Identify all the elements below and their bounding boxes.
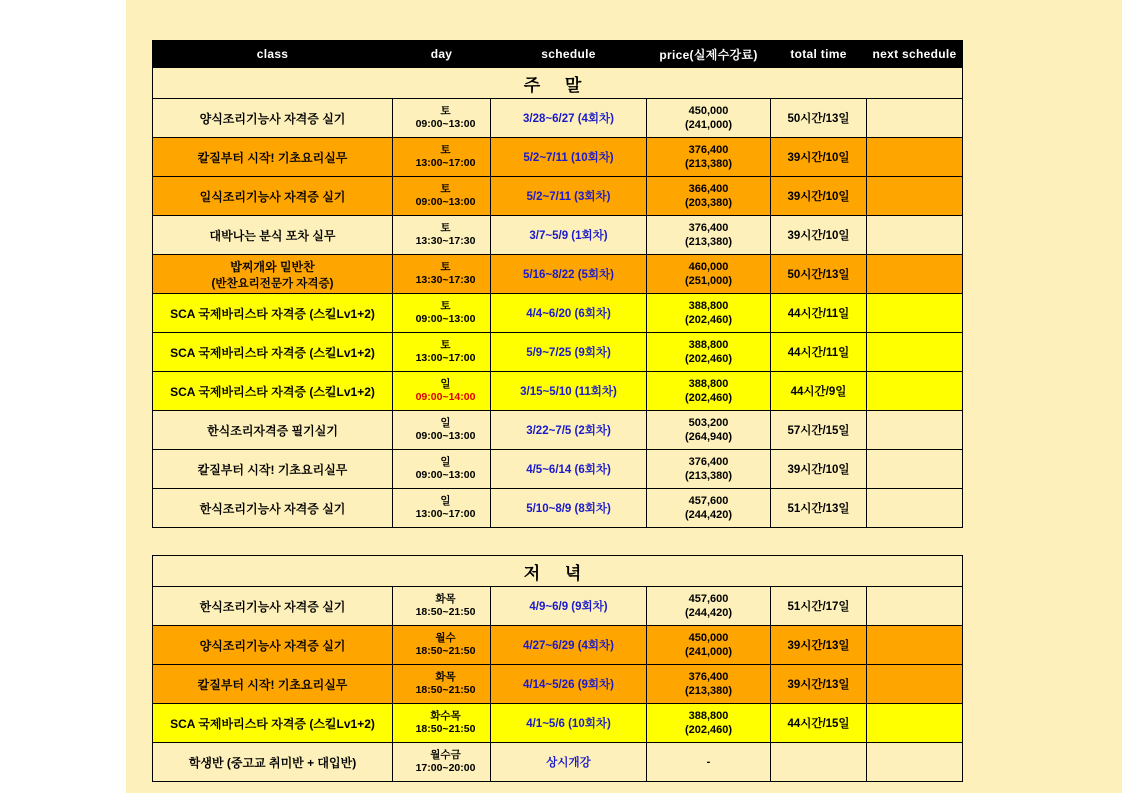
evening-schedule-table	[152, 555, 963, 782]
cell-schedule: 4/14~5/26 (9회차)	[491, 665, 647, 704]
cell-next-schedule	[867, 626, 963, 665]
cell-price	[647, 294, 771, 333]
price-actual-value: (202,460)	[684, 353, 733, 365]
cell-day	[393, 587, 491, 626]
cell-price	[647, 333, 771, 372]
cell-total-time: 50시간/13일	[771, 99, 867, 138]
cell-class-name	[153, 704, 393, 743]
column-header-price: price(실제수강료)	[647, 41, 771, 68]
cell-total-time: 39시간/10일	[771, 216, 867, 255]
table-row[interactable]	[153, 587, 963, 626]
cell-price	[647, 665, 771, 704]
table-row[interactable]	[153, 704, 963, 743]
price-value: 376,400	[688, 455, 729, 468]
evening-table-body	[153, 556, 963, 782]
cell-schedule: 5/10~8/9 (8회차)	[491, 489, 647, 528]
class-name-text: SCA 국제바리스타 자격증 (스킬Lv1+2)	[170, 306, 375, 321]
cell-total-time: 51시간/13일	[771, 489, 867, 528]
section-title-row	[153, 68, 963, 99]
cell-class-name	[153, 255, 393, 294]
cell-total-time: 57시간/15일	[771, 411, 867, 450]
cell-total-time: 39시간/13일	[771, 626, 867, 665]
cell-price	[647, 704, 771, 743]
cell-next-schedule	[867, 587, 963, 626]
cell-class-name	[153, 138, 393, 177]
cell-next-schedule	[867, 177, 963, 216]
column-header-day: day	[393, 41, 491, 68]
price-value: -	[706, 755, 711, 768]
price-actual-value: (213,380)	[684, 470, 733, 482]
cell-price	[647, 372, 771, 411]
price-value: 366,400	[688, 182, 729, 195]
column-header-next-schedule: next schedule	[867, 41, 963, 68]
cell-next-schedule	[867, 333, 963, 372]
price-actual-value: (244,420)	[684, 509, 733, 521]
day-time-range: 09:00~13:00	[415, 118, 476, 130]
cell-schedule: 5/9~7/25 (9회차)	[491, 333, 647, 372]
day-of-week: 화목	[435, 670, 456, 683]
cell-price	[647, 626, 771, 665]
cell-day	[393, 411, 491, 450]
price-value: 376,400	[688, 670, 729, 683]
class-name-text: 칼질부터 시작! 기초요리실무	[197, 150, 348, 165]
cell-total-time: 44시간/15일	[771, 704, 867, 743]
cell-next-schedule	[867, 294, 963, 333]
column-header-total-time: total time	[771, 41, 867, 68]
cell-day	[393, 99, 491, 138]
price-actual-value: (202,460)	[684, 392, 733, 404]
price-value: 457,600	[688, 592, 729, 605]
cell-day	[393, 216, 491, 255]
cell-day	[393, 450, 491, 489]
cell-schedule: 5/2~7/11 (3회차)	[491, 177, 647, 216]
cell-next-schedule	[867, 99, 963, 138]
cell-class-name	[153, 177, 393, 216]
price-actual-value: (251,000)	[684, 275, 733, 287]
class-name-text: 한식조리기능사 자격증 실기	[199, 501, 346, 516]
cell-schedule: 4/9~6/9 (9회차)	[491, 587, 647, 626]
price-actual-value: (264,940)	[684, 431, 733, 443]
class-name-text: 한식조리자격증 필기실기	[207, 423, 338, 438]
class-name-text: 양식조리기능사 자격증 실기	[199, 111, 346, 126]
cell-schedule: 4/1~5/6 (10회차)	[491, 704, 647, 743]
day-time-range: 18:50~21:50	[415, 645, 476, 657]
table-row[interactable]	[153, 138, 963, 177]
price-value: 388,800	[688, 377, 729, 390]
cell-next-schedule	[867, 138, 963, 177]
table-row[interactable]	[153, 489, 963, 528]
section-title: 저 녁	[153, 556, 963, 587]
schedule-page	[126, 0, 1122, 793]
price-actual-value: (241,000)	[684, 119, 733, 131]
class-name-text: 칼질부터 시작! 기초요리실무	[197, 462, 348, 477]
cell-total-time: 50시간/13일	[771, 255, 867, 294]
cell-day	[393, 177, 491, 216]
cell-price	[647, 489, 771, 528]
day-of-week: 토	[440, 182, 451, 195]
price-value: 376,400	[688, 221, 729, 234]
day-time-range: 13:30~17:30	[415, 274, 476, 286]
price-value: 450,000	[688, 104, 729, 117]
day-of-week: 토	[440, 104, 451, 117]
cell-day	[393, 665, 491, 704]
day-time-range: 09:00~14:00	[415, 391, 476, 403]
table-row[interactable]	[153, 216, 963, 255]
weekend-schedule-table	[152, 40, 963, 528]
cell-day	[393, 333, 491, 372]
cell-total-time: 44시간/11일	[771, 333, 867, 372]
table-row[interactable]	[153, 450, 963, 489]
day-of-week: 토	[440, 338, 451, 351]
weekend-table-body	[153, 68, 963, 528]
cell-price	[647, 411, 771, 450]
price-value: 388,800	[688, 709, 729, 722]
cell-next-schedule	[867, 489, 963, 528]
cell-total-time: 51시간/17일	[771, 587, 867, 626]
day-of-week: 토	[440, 221, 451, 234]
cell-schedule: 4/5~6/14 (6회차)	[491, 450, 647, 489]
table-row[interactable]	[153, 294, 963, 333]
price-actual-value: (213,380)	[684, 158, 733, 170]
cell-next-schedule	[867, 216, 963, 255]
day-of-week: 월수금	[430, 748, 461, 761]
price-actual-value: (202,460)	[684, 724, 733, 736]
cell-day	[393, 372, 491, 411]
cell-class-name	[153, 294, 393, 333]
section-title: 주 말	[153, 68, 963, 99]
cell-total-time: 44시간/11일	[771, 294, 867, 333]
cell-class-name	[153, 450, 393, 489]
cell-next-schedule	[867, 255, 963, 294]
cell-class-name	[153, 587, 393, 626]
cell-schedule: 3/28~6/27 (4회차)	[491, 99, 647, 138]
cell-class-name	[153, 665, 393, 704]
cell-total-time: 44시간/9일	[771, 372, 867, 411]
price-actual-value: (244,420)	[684, 607, 733, 619]
cell-class-name	[153, 626, 393, 665]
day-time-range: 09:00~13:00	[415, 313, 476, 325]
cell-next-schedule	[867, 704, 963, 743]
table-row[interactable]	[153, 177, 963, 216]
day-time-range: 17:00~20:00	[415, 762, 476, 774]
cell-price	[647, 255, 771, 294]
cell-price	[647, 99, 771, 138]
class-name-text: 양식조리기능사 자격증 실기	[199, 638, 346, 653]
day-time-range: 09:00~13:00	[415, 469, 476, 481]
class-name-text: 학생반 (중고교 취미반 + 대입반)	[188, 755, 357, 770]
column-header-class: class	[153, 41, 393, 68]
cell-class-name	[153, 743, 393, 782]
price-value: 450,000	[688, 631, 729, 644]
price-value: 457,600	[688, 494, 729, 507]
class-name-text: SCA 국제바리스타 자격증 (스킬Lv1+2)	[170, 716, 375, 731]
cell-class-name	[153, 489, 393, 528]
cell-schedule: 4/4~6/20 (6회차)	[491, 294, 647, 333]
price-actual-value: (202,460)	[684, 314, 733, 326]
table-row[interactable]	[153, 411, 963, 450]
cell-price	[647, 216, 771, 255]
class-name-subtext: (반찬요리전문가 자격증)	[211, 277, 334, 290]
day-time-range: 09:00~13:00	[415, 430, 476, 442]
day-time-range: 09:00~13:00	[415, 196, 476, 208]
price-actual-value: (241,000)	[684, 646, 733, 658]
cell-day	[393, 489, 491, 528]
cell-next-schedule	[867, 743, 963, 782]
cell-schedule: 5/16~8/22 (5회차)	[491, 255, 647, 294]
table-row[interactable]	[153, 255, 963, 294]
cell-class-name	[153, 99, 393, 138]
day-time-range: 13:30~17:30	[415, 235, 476, 247]
section-title-row	[153, 556, 963, 587]
cell-price	[647, 587, 771, 626]
cell-day	[393, 743, 491, 782]
day-of-week: 월수	[435, 631, 456, 644]
day-time-range: 18:50~21:50	[415, 723, 476, 735]
cell-day	[393, 626, 491, 665]
table-row[interactable]	[153, 333, 963, 372]
table-row[interactable]	[153, 626, 963, 665]
cell-class-name	[153, 372, 393, 411]
cell-schedule: 5/2~7/11 (10회차)	[491, 138, 647, 177]
column-header-schedule: schedule	[491, 41, 647, 68]
price-value: 388,800	[688, 299, 729, 312]
cell-day	[393, 704, 491, 743]
class-name-text: SCA 국제바리스타 자격증 (스킬Lv1+2)	[170, 384, 375, 399]
cell-total-time: 39시간/10일	[771, 450, 867, 489]
day-time-range: 13:00~17:00	[415, 508, 476, 520]
day-time-range: 13:00~17:00	[415, 157, 476, 169]
day-time-range: 18:50~21:50	[415, 606, 476, 618]
cell-day	[393, 255, 491, 294]
table-row[interactable]	[153, 665, 963, 704]
day-of-week: 일	[440, 377, 451, 390]
cell-day	[393, 294, 491, 333]
cell-schedule: 4/27~6/29 (4회차)	[491, 626, 647, 665]
cell-next-schedule	[867, 372, 963, 411]
cell-schedule: 3/22~7/5 (2회차)	[491, 411, 647, 450]
day-of-week: 토	[440, 299, 451, 312]
day-of-week: 일	[440, 494, 451, 507]
cell-schedule: 3/15~5/10 (11회차)	[491, 372, 647, 411]
price-value: 376,400	[688, 143, 729, 156]
cell-schedule: 3/7~5/9 (1회차)	[491, 216, 647, 255]
price-value: 388,800	[688, 338, 729, 351]
cell-next-schedule	[867, 411, 963, 450]
cell-total-time: 39시간/10일	[771, 177, 867, 216]
cell-total-time	[771, 743, 867, 782]
day-time-range: 18:50~21:50	[415, 684, 476, 696]
cell-next-schedule	[867, 450, 963, 489]
cell-schedule: 상시개강	[491, 743, 647, 782]
cell-price	[647, 177, 771, 216]
class-name-text: SCA 국제바리스타 자격증 (스킬Lv1+2)	[170, 345, 375, 360]
price-actual-value: (213,380)	[684, 685, 733, 697]
table-row[interactable]	[153, 99, 963, 138]
price-actual-value: (203,380)	[684, 197, 733, 209]
cell-price	[647, 138, 771, 177]
cell-total-time: 39시간/13일	[771, 665, 867, 704]
class-name-text: 밥찌개와 밑반찬	[230, 259, 315, 274]
day-of-week: 토	[440, 143, 451, 156]
day-of-week: 일	[440, 416, 451, 429]
class-name-text: 한식조리기능사 자격증 실기	[199, 599, 346, 614]
cell-day	[393, 138, 491, 177]
cell-price	[647, 450, 771, 489]
day-of-week: 화목	[435, 592, 456, 605]
class-name-text: 대박나는 분식 포차 실무	[209, 228, 336, 243]
class-name-text: 칼질부터 시작! 기초요리실무	[197, 677, 348, 692]
cell-class-name	[153, 216, 393, 255]
day-of-week: 일	[440, 455, 451, 468]
price-value: 503,200	[688, 416, 729, 429]
day-of-week: 화수목	[430, 709, 461, 722]
cell-total-time: 39시간/10일	[771, 138, 867, 177]
table-header	[153, 41, 963, 68]
cell-class-name	[153, 333, 393, 372]
table-row[interactable]	[153, 743, 963, 782]
price-actual-value: (213,380)	[684, 236, 733, 248]
day-time-range: 13:00~17:00	[415, 352, 476, 364]
class-name-text: 일식조리기능사 자격증 실기	[199, 189, 346, 204]
cell-class-name	[153, 411, 393, 450]
table-row[interactable]	[153, 372, 963, 411]
cell-price	[647, 743, 771, 782]
cell-next-schedule	[867, 665, 963, 704]
price-value: 460,000	[688, 260, 729, 273]
day-of-week: 토	[440, 260, 451, 273]
header-row	[153, 41, 963, 68]
